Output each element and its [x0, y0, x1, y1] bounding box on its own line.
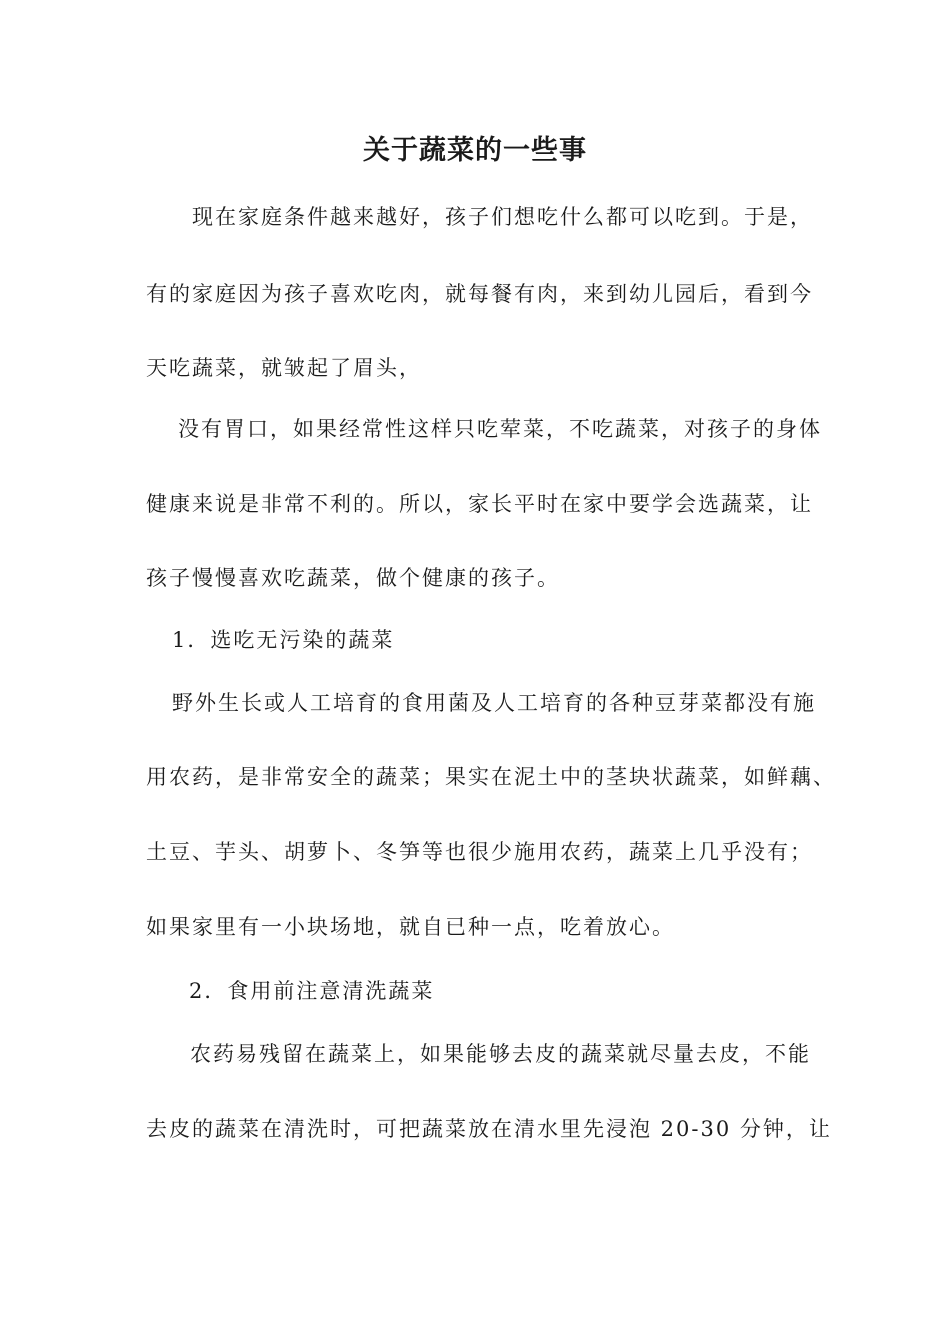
paragraph-line-9: 土豆、芋头、胡萝卜、冬笋等也很少施用农药，蔬菜上几乎没有；	[146, 840, 813, 864]
section-heading-1: 1．选吃无污染的蔬菜	[172, 628, 395, 652]
page-title: 关于蔬菜的一些事	[363, 135, 587, 166]
paragraph-line-5: 健康来说是非常不利的。所以，家长平时在家中要学会选蔬菜，让	[146, 492, 813, 516]
paragraph-line-3: 天吃蔬菜，就皱起了眉头，	[146, 356, 422, 380]
paragraph-line-6: 孩子慢慢喜欢吃蔬菜，做个健康的孩子。	[146, 566, 560, 590]
paragraph-line-7: 野外生长或人工培育的食用菌及人工培育的各种豆芽菜都没有施	[172, 691, 816, 715]
paragraph-line-2: 有的家庭因为孩子喜欢吃肉，就每餐有肉，来到幼儿园后，看到今	[146, 282, 813, 306]
section-heading-2: 2．食用前注意清洗蔬菜	[189, 979, 435, 1003]
paragraph-line-1: 现在家庭条件越来越好，孩子们想吃什么都可以吃到。于是，	[192, 205, 813, 229]
paragraph-line-11: 农药易残留在蔬菜上，如果能够去皮的蔬菜就尽量去皮，不能	[190, 1042, 811, 1066]
paragraph-line-12: 去皮的蔬菜在清洗时，可把蔬菜放在清水里先浸泡 20-30 分钟，让	[146, 1117, 832, 1141]
paragraph-line-8: 用农药，是非常安全的蔬菜；果实在泥土中的茎块状蔬菜，如鲜藕、	[146, 765, 836, 789]
paragraph-line-4: 没有胃口，如果经常性这样只吃荤菜，不吃蔬菜，对孩子的身体	[178, 417, 822, 441]
paragraph-line-10: 如果家里有一小块场地，就自已种一点，吃着放心。	[146, 915, 675, 939]
